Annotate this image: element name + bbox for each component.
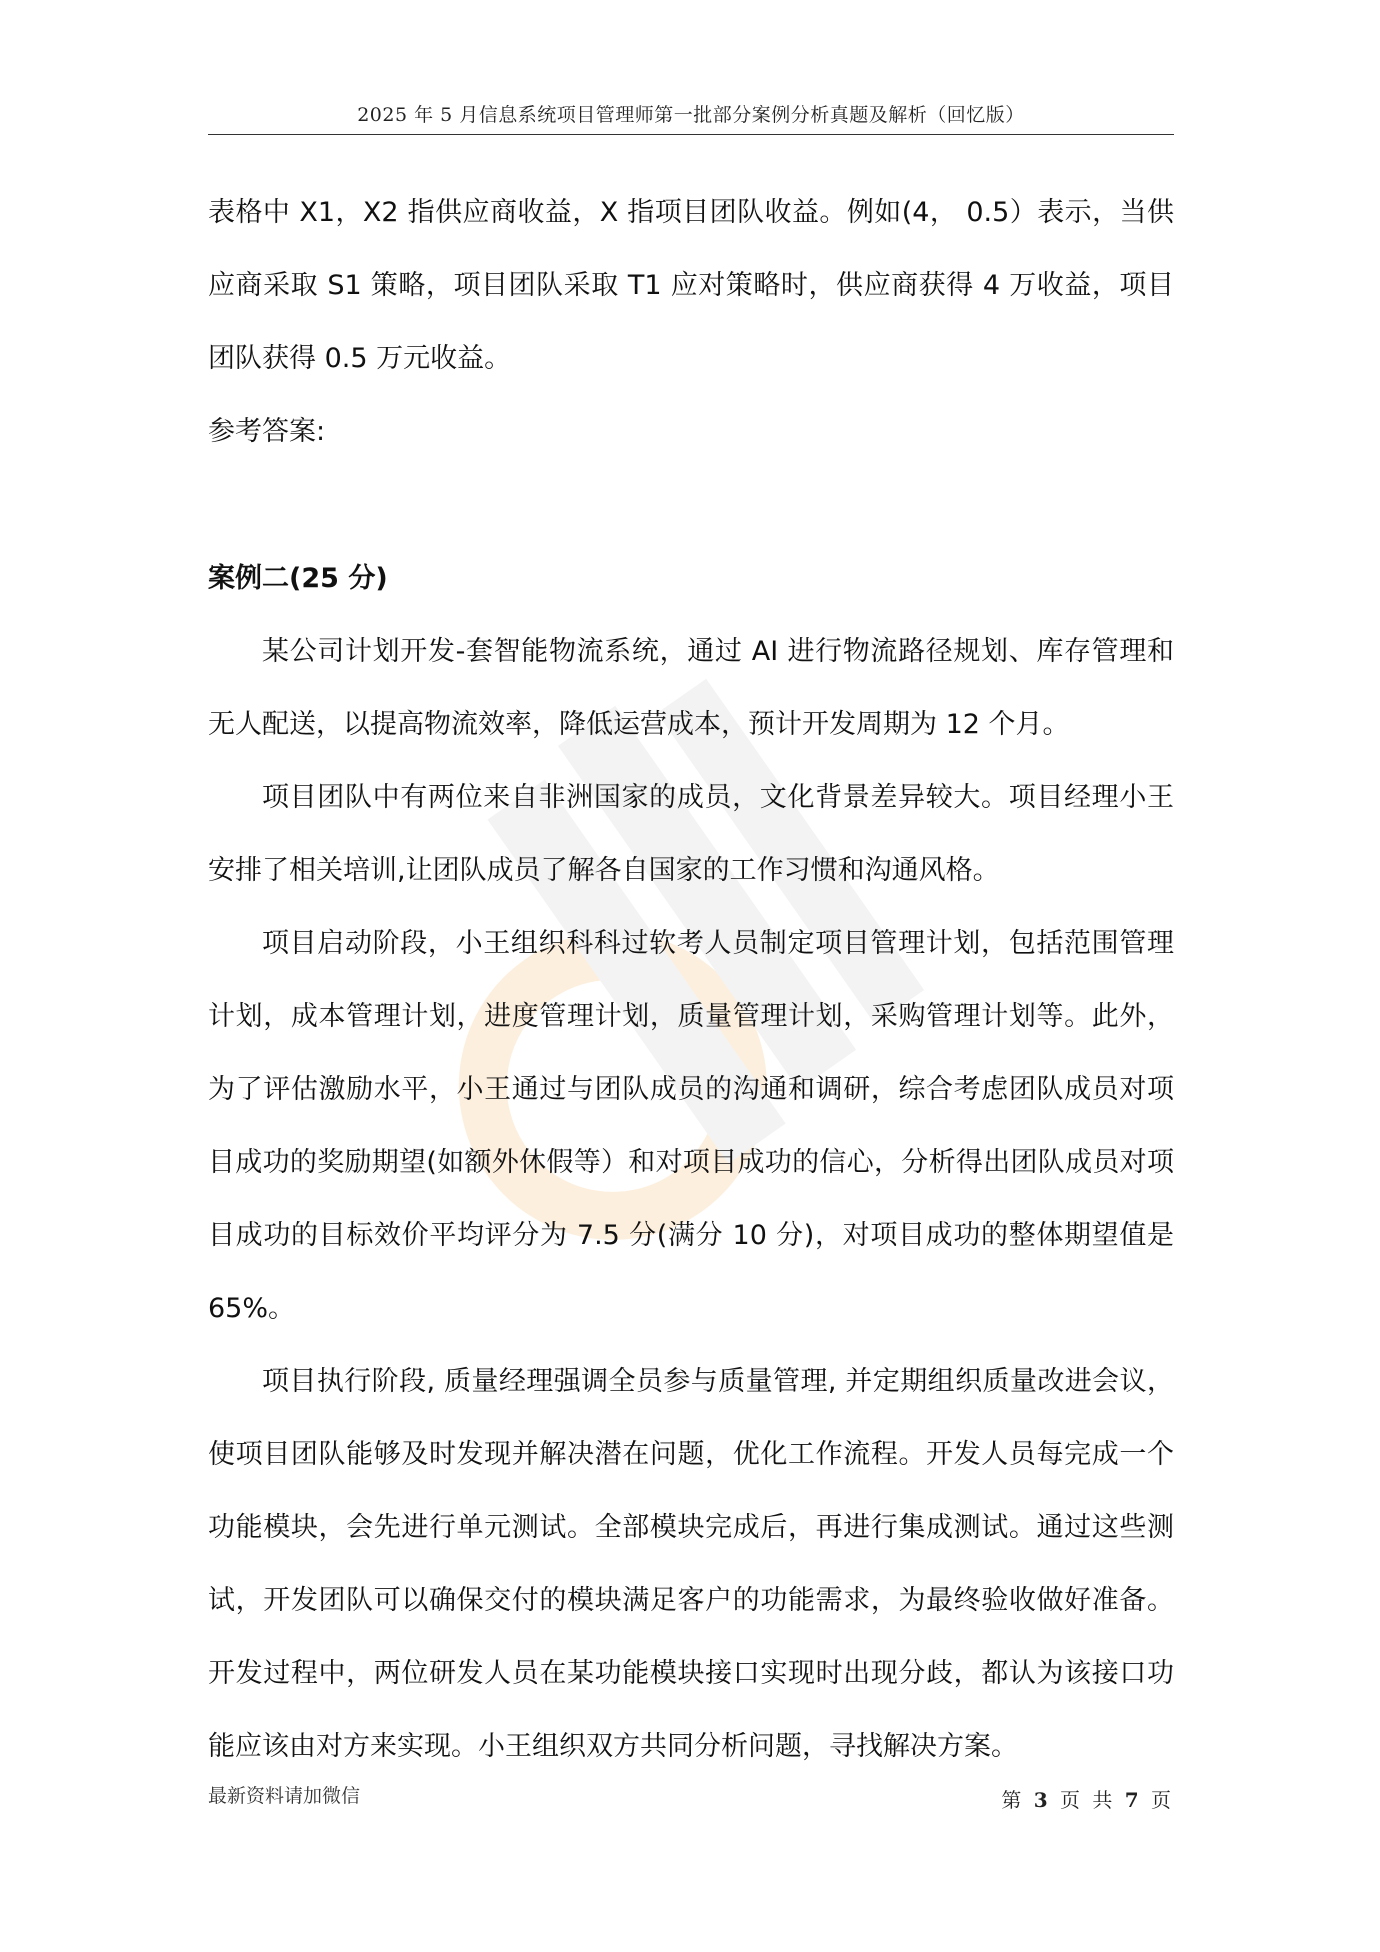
case-two-paragraph: 项目团队中有两位来自非洲国家的成员，文化背景差异较大。项目经理小王安排了相关培训,让团队成员了解各自国家的工作习惯和沟通风格。	[208, 782, 1174, 886]
header-divider	[208, 134, 1174, 135]
page-prefix: 第	[1001, 1788, 1025, 1812]
page-header: 2025 年 5 月信息系统项目管理师第一批部分案例分析真题及解析（回忆版）	[357, 104, 1025, 126]
case-two-paragraph: 某公司计划开发-套智能物流系统，通过 AI 进行物流路径规划、库存管理和无人配送，以提高物流效率，降低运营成本，预计开发周期为 12 个月。	[208, 636, 1174, 740]
page-total: 7	[1124, 1788, 1142, 1812]
reference-answer-label: 参考答案:	[208, 416, 326, 447]
document-body	[208, 176, 1174, 1783]
page-current: 3	[1033, 1788, 1051, 1812]
intro-paragraph: 表格中 X1，X2 指供应商收益，X 指项目团队收益。例如(4， 0.5）表示，当供应商采取 S1 策略，项目团队采取 T1 应对策略时，供应商获得 4 万收益，项目团队获得 0.5 万元收益。	[208, 197, 1174, 374]
footer-contact-note: 最新资料请加微信	[208, 1785, 361, 1806]
page-number	[1001, 1786, 1174, 1814]
page-suffix: 页	[1151, 1788, 1174, 1812]
case-two-title: 案例二(25 分)	[208, 563, 388, 594]
case-two-paragraph: 项目启动阶段，小王组织科科过软考人员制定项目管理计划，包括范围管理计划，成本管理计划，进度管理计划，质量管理计划，采购管理计划等。此外，为了评估激励水平，小王通过与团队成员的沟通和调研，综合考虑团队成员对项目成功的奖励期望(如额外休假等）和对项目成功的信心，分析得出团队成员对项目成功的目标效价平均评分为 7.5 分(满分 10 分)，对项目成功的整体期望值是 65%。	[208, 928, 1174, 1324]
spacer	[208, 468, 1174, 542]
case-two-paragraph: 项目执行阶段, 质量经理强调全员参与质量管理, 并定期组织质量改进会议，使项目团队能够及时发现并解决潜在问题，优化工作流程。开发人员每完成一个功能模块，会先进行单元测试。全部模块完成后，再进行集成测试。通过这些测试，开发团队可以确保交付的模块满足客户的功能需求，为最终验收做好准备。开发过程中，两位研发人员在某功能模块接口实现时出现分歧，都认为该接口功能应该由对方来实现。小王组织双方共同分析问题，寻找解决方案。	[208, 1366, 1174, 1762]
page-middle: 页 共	[1060, 1788, 1116, 1812]
